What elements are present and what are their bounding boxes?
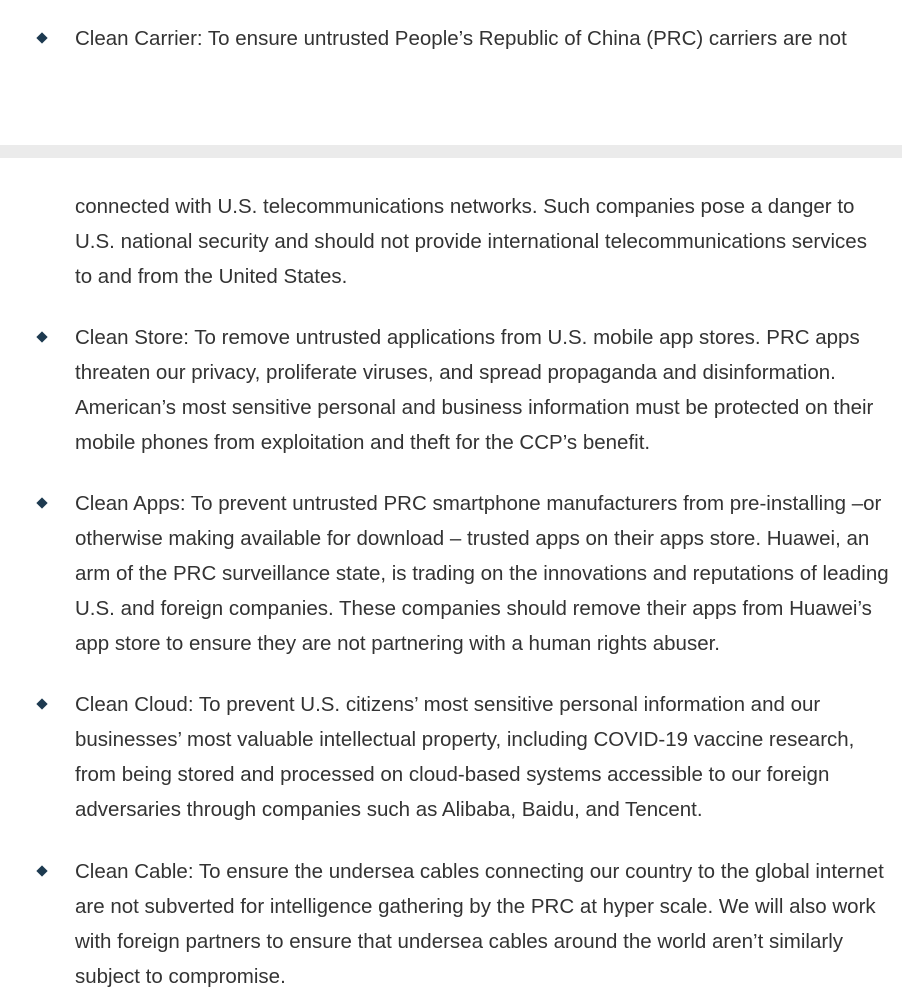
paragraph-text	[75, 687, 854, 827]
text-line: Clean Cloud: To prevent U.S. citizens’ most sensitive personal information and our	[75, 693, 821, 716]
text-line: connected with U.S. telecommunications networks. Such companies pose a danger to	[75, 195, 855, 218]
paragraph-text	[75, 854, 884, 994]
paragraph-text	[75, 189, 867, 294]
text-line: subject to compromise.	[75, 965, 286, 988]
text-line: app store to ensure they are not partnering with a human rights abuser.	[75, 632, 720, 655]
diamond-bullet-icon	[36, 865, 47, 876]
paragraph-text	[75, 486, 889, 661]
paragraph-text	[75, 21, 847, 56]
diamond-bullet-icon	[36, 32, 47, 43]
text-line: Clean Apps: To prevent untrusted PRC smartphone manufacturers from pre-installing –or	[75, 492, 882, 515]
diamond-bullet-icon	[36, 698, 47, 709]
text-line: mobile phones from exploitation and theft for the CCP’s benefit.	[75, 431, 651, 454]
text-line: to and from the United States.	[75, 265, 348, 288]
text-line: arm of the PRC surveillance state, is trading on the innovations and reputations of leading	[75, 562, 889, 585]
page-divider-band	[0, 145, 902, 158]
text-line: U.S. and foreign companies. These companies should remove their apps from Huawei’s	[75, 597, 872, 620]
diamond-bullet-icon	[36, 331, 47, 342]
text-line: with foreign partners to ensure that undersea cables around the world aren’t similarly	[75, 930, 844, 953]
paragraph-text	[75, 320, 873, 460]
text-line: Clean Carrier: To ensure untrusted People’s Republic of China (PRC) carriers are not	[75, 27, 847, 50]
text-line: adversaries through companies such as Alibaba, Baidu, and Tencent.	[75, 798, 703, 821]
text-line: threaten our privacy, proliferate viruses, and spread propaganda and disinformation.	[75, 361, 836, 384]
text-line: otherwise making available for download – trusted apps on their apps store. Huawei, an	[75, 527, 870, 550]
text-line: Clean Cable: To ensure the undersea cables connecting our country to the global internet	[75, 860, 884, 883]
text-line: businesses’ most valuable intellectual property, including COVID-19 vaccine research,	[75, 728, 855, 751]
text-line: from being stored and processed on cloud-based systems accessible to our foreign	[75, 763, 830, 786]
text-line: are not subverted for intelligence gathering by the PRC at hyper scale. We will also work	[75, 895, 876, 918]
text-line: Clean Store: To remove untrusted applications from U.S. mobile app stores. PRC apps	[75, 326, 860, 349]
text-line: U.S. national security and should not provide international telecommunications services	[75, 230, 867, 253]
diamond-bullet-icon	[36, 497, 47, 508]
text-line: American’s most sensitive personal and business information must be protected on their	[75, 396, 874, 419]
